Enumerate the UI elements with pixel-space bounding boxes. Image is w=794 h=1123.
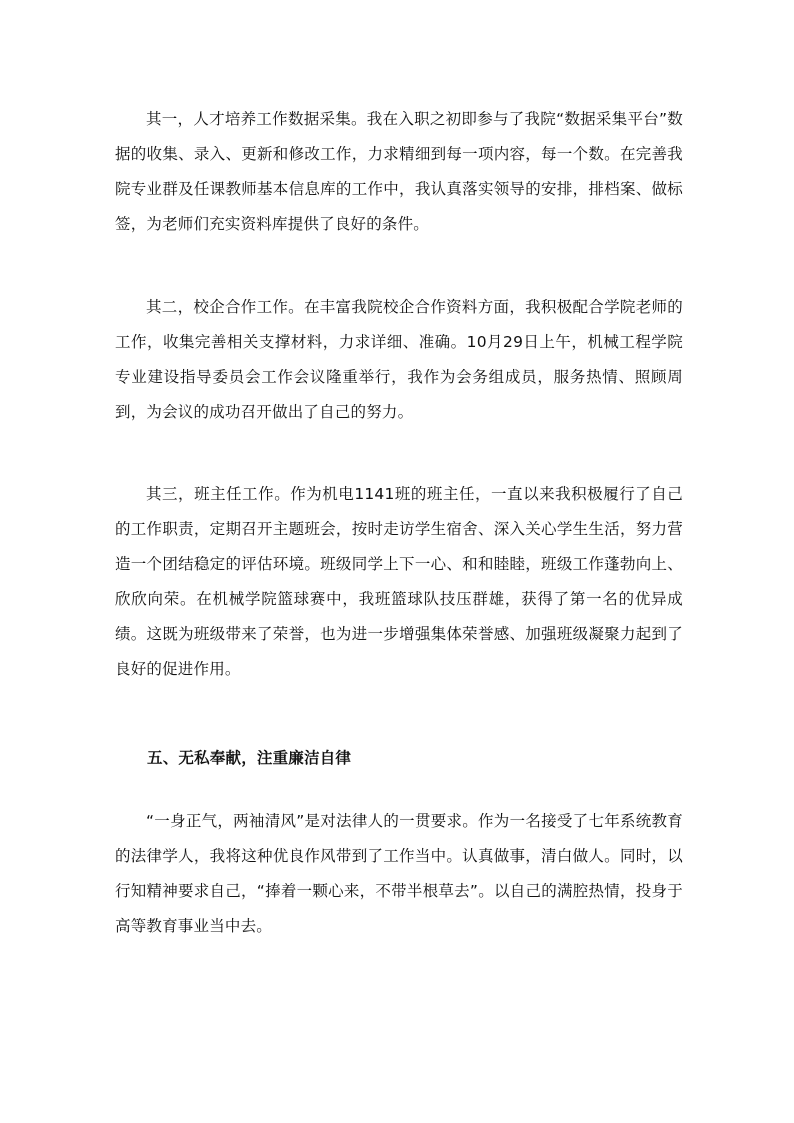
paragraph-integrity-self-discipline: “一身正气，两袖清风”是对法律人的一贯要求。作为一名接受了七年系统教育的法律学人，我将这种优良作风带到了工作当中。认真做事，清白做人。同时，以行知精神要求自己，“捧着一颗心来，不带半根草去”。以自己的满腔热情，投身于高等教育事业当中去。 bbox=[115, 812, 683, 935]
paragraph-talent-data-collection: 其一，人才培养工作数据采集。我在入职之初即参与了我院“数据采集平台”数据的收集、录入、更新和修改工作，力求精细到每一项内容，每一个数。在完善我院专业群及任课教师基本信息库的工作中，我认真落实领导的安排，排档案、做标签，为老师们充实资料库提供了良好的条件。 bbox=[115, 110, 683, 233]
paragraph-class-teacher-work: 其三，班主任工作。作为机电1141班的班主任，一直以来我积极履行了自己的工作职责，定期召开主题班会，按时走访学生宿舍、深入关心学生生活，努力营造一个团结稳定的评估环境。班级同学上下一心、和和睦睦，班级工作蓬勃向上、欣欣向荣。在机械学院篮球赛中，我班篮球队技压群雄，获得了第一名的优异成绩。这既为班级带来了荣誉，也为进一步增强集体荣誉感、加强班级凝聚力起到了良好的促进作用。 bbox=[115, 485, 683, 678]
section-heading-five: 五、无私奉献，注重廉洁自律 bbox=[147, 749, 352, 767]
paragraph-school-enterprise-cooperation: 其二，校企合作工作。在丰富我院校企合作资料方面，我积极配合学院老师的工作，收集完善相关支撑材料，力求详细、准确。10月29日上午，机械工程学院专业建设指导委员会工作会议隆重举行，我作为会务组成员，服务热情、照顾周到，为会议的成功召开做出了自己的努力。 bbox=[115, 298, 683, 421]
